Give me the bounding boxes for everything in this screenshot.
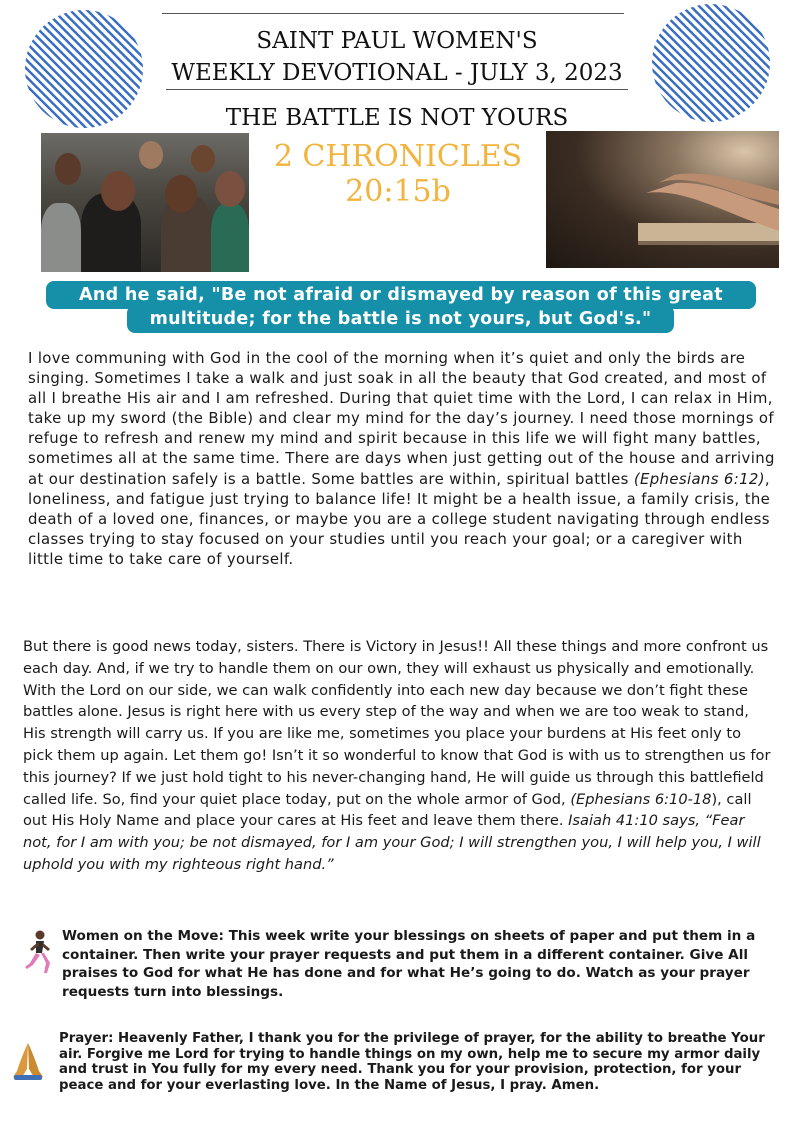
praying-hands-icon xyxy=(11,1041,45,1081)
prayer-note: Prayer: Heavenly Father, I thank you for the privilege of prayer, for the ability to breathe Your air. Forgive me Lord for trying to handle things on my own, help me to secure my armor daily and trust in You fully for my every need. Thank you for your provision, protection, for your peace and for your everlasting love. In the Name of Jesus, I pray. Amen. xyxy=(59,1031,765,1093)
women-group-photo xyxy=(41,133,249,272)
divider-top xyxy=(162,13,624,14)
runner-icon xyxy=(22,929,56,975)
women-on-the-move-note: Women on the Move: This week write your blessings on sheets of paper and put them in a container. Then write your prayer requests and put them in a different container. Give All praises to God for what He has done and for what He’s going to do. Watch as your prayer requests turn into blessings. xyxy=(62,928,756,1000)
header-title-line2: WEEKLY DEVOTIONAL - JULY 3, 2023 xyxy=(171,60,623,86)
devotional-paragraph-1 xyxy=(28,348,780,569)
paragraph2-text-a: But there is good news today, sisters. There is Victory in Jesus!! All these things and more confront us each day. And, if we try to handle them on our own, they will exhaust us physically and emotionally. With the Lord on our side, we can walk confidently into each new day because we don’t fight these battles alone. Jesus is right here with us every step of the way and when we are too weak to stand, His strength will carry us. If you are like me, sometimes you place your burdens at His feet only to pick them up again. Let them go! Isn’t it so wonderful to know that God is with us to strengthen us for this journey? If we just hold tight to his never-changing hand, He will guide us through this battlefield called life. So, find your quiet place today, put on the whole armor of God, xyxy=(23,638,771,808)
verse-banner-line2: multitude; for the battle is not yours, but God's." xyxy=(127,305,674,333)
scripture-reference-book: 2 CHRONICLES xyxy=(273,139,523,174)
divider-under-title xyxy=(166,89,628,90)
praying-hands-bible-photo xyxy=(546,131,779,268)
paragraph2-scripture-ref: (Ephesians 6:10-18 xyxy=(570,790,712,808)
paragraph1-scripture-ref: (Ephesians 6:12) xyxy=(633,469,765,488)
devotional-title: THE BATTLE IS NOT YOURS xyxy=(225,105,569,131)
paragraph2-text-b: ), call out His Holy Name and place your cares at His feet and leave them there. xyxy=(23,790,752,830)
paragraph1-text-b: , loneliness, and fatigue just trying to balance life! It might be a health issue, a family crisis, the death of a loved one, finances, or maybe you are a college student navigating through endless classes trying to stay focused on your studies until you reach your goal; or a caregiver with little time to take care of yourself. xyxy=(28,469,771,568)
isaiah-quote: Isaiah 41:10 says, “Fear not, for I am with you; be not dismayed, for I am your God; I will strengthen you, I will help you, I will uphold you with my righteous right hand.” xyxy=(23,812,761,873)
scripture-reference-verse: 20:15b xyxy=(345,174,451,209)
header-title-line1: SAINT PAUL WOMEN'S xyxy=(256,28,538,54)
praying-hands-illustration xyxy=(546,131,779,268)
verse-banner-line1: And he said, "Be not afraid or dismayed by reason of this great xyxy=(46,281,756,309)
devotional-paragraph-2 xyxy=(23,636,775,876)
paragraph1-text-a: I love communing with God in the cool of the morning when it’s quiet and only the birds are singing. Sometimes I take a walk and just soak in all the beauty that God created, and most of all I breathe His air and I am refreshed. During that quiet time with the Lord, I can relax in Him, take up my sword (the Bible) and clear my mind for the day’s journey. I need those mornings of refuge to refresh and renew my mind and spirit because in this life we will fight many battles, sometimes all at the same time. There are days when just getting out of the house and arriving at our destination safely is a battle. Some battles are within, spiritual battles xyxy=(28,349,775,488)
